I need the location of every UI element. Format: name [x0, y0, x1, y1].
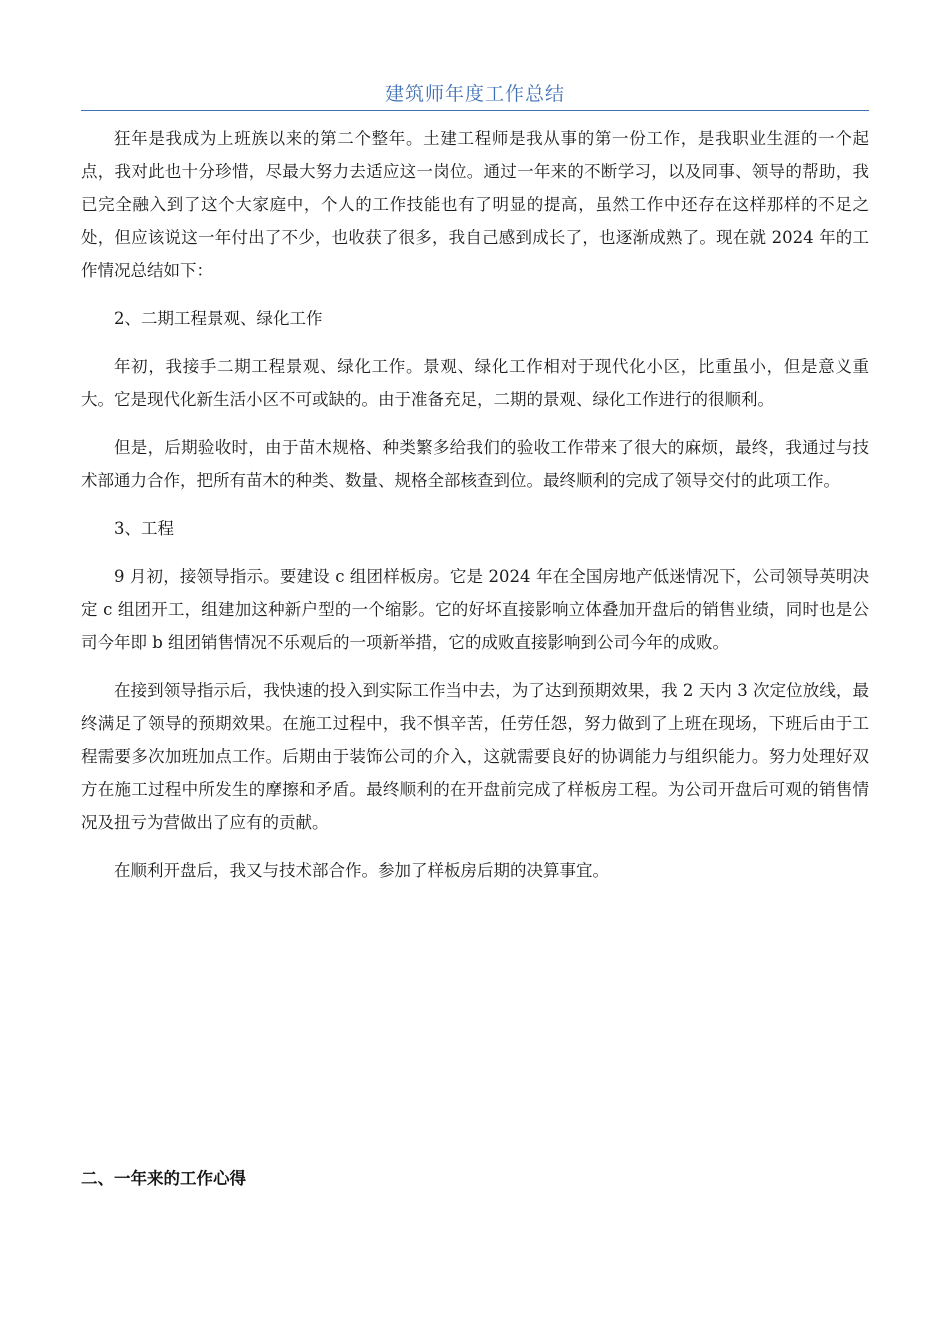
paragraph-acceptance: 但是，后期验收时，由于苗木规格、种类繁多给我们的验收工作带来了很大的麻烦，最终，我通过与技术部通力合作，把所有苗木的种类、数量、规格全部核查到位。最终顺利的完成了领导交付的此项工作。	[81, 438, 869, 490]
paragraph-settlement: 在顺利开盘后，我又与技术部合作。参加了样板房后期的决算事宜。	[114, 861, 609, 880]
document-header	[81, 80, 869, 111]
section-heading-experience: 二、一年来的工作心得	[81, 1169, 246, 1188]
subheading-landscaping: 2、二期工程景观、绿化工作	[114, 309, 323, 328]
paragraph-show-house: 9 月初，接领导指示。要建设 c 组团样板房。它是 2024 年在全国房地产低迷情况下，公司领导英明决定 c 组团开工，组建加这种新户型的一个缩影。它的好坏直接影响立体叠加开盘后的销售业绩，同时也是公司今年即 b 组团销售情况不乐观后的一项新举措，它的成败直接影响到公司今年的成败。	[81, 567, 869, 652]
paragraph-landscaping: 年初，我接手二期工程景观、绿化工作。景观、绿化工作相对于现代化小区，比重虽小，但是意义重大。它是现代化新生活小区不可或缺的。由于准备充足，二期的景观、绿化工作进行的很顺利。	[81, 357, 869, 409]
paragraph-execution: 在接到领导指示后，我快速的投入到实际工作当中去，为了达到预期效果，我 2 天内 3 次定位放线，最终满足了领导的预期效果。在施工过程中，我不惧辛苦，任劳任怨，努力做到了上班在现场，下班后由于工程需要多次加班加点工作。后期由于装饰公司的介入，这就需要良好的协调能力与组织能力。努力处理好双方在施工过程中所发生的摩擦和矛盾。最终顺利的在开盘前完成了样板房工程。为公司开盘后可观的销售情况及扭亏为营做出了应有的贡献。	[81, 681, 869, 832]
paragraph-intro: 狂年是我成为上班族以来的第二个整年。土建工程师是我从事的第一份工作，是我职业生涯的一个起点，我对此也十分珍惜，尽最大努力去适应这一岗位。通过一年来的不断学习，以及同事、领导的帮助，我已完全融入到了这个大家庭中，个人的工作技能也有了明显的提高，虽然工作中还存在这样那样的不足之处，但应该说这一年付出了不少，也收获了很多，我自己感到成长了，也逐渐成熟了。现在就 2024 年的工作情况总结如下：	[81, 129, 869, 280]
document-body	[81, 122, 869, 902]
document-title: 建筑师年度工作总结	[384, 83, 565, 105]
subheading-project: 3、工程	[114, 519, 174, 538]
